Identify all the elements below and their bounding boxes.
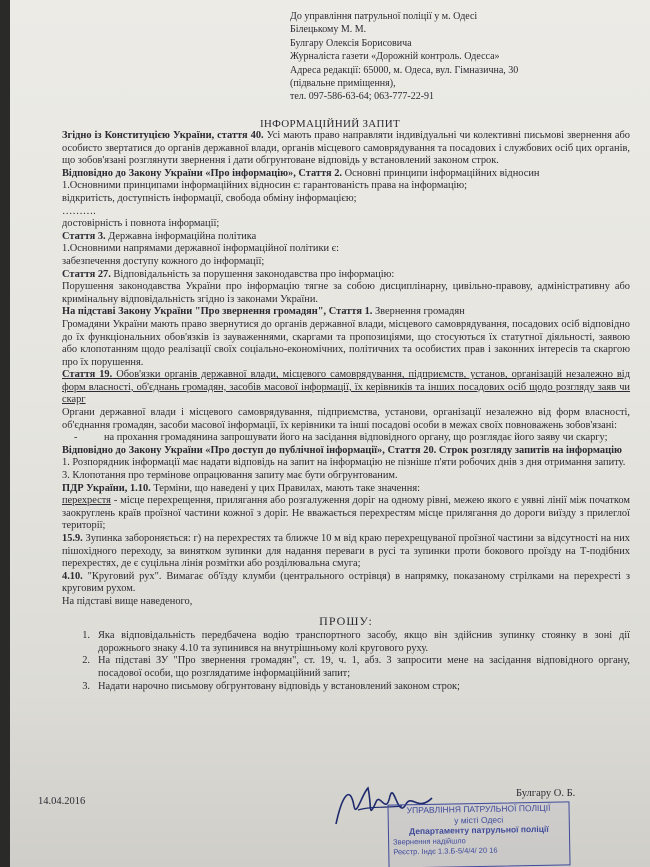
info-law-line: відкритість, доступність інформації, свобода обміну інформацією; [62,192,357,204]
constitution-text: Усі мають право направляти індивідуальні чи колективні письмові звернення або особисто звертатися до органів державної влади, органів місцевого самоврядування та посадових і службових осіб цих органів, що зобов'язані розглянути звернення і дати обгрунтоване відповідь у встановлений законом строк. [62,130,631,167]
pdr-heading [62,483,630,496]
addressee-line: До управління патрульної поліції у м. Одесі [290,11,478,22]
article-3-line: 1.Основними напрямами державної інформаційної політики є: [62,243,340,255]
article-19-ref: Стаття 19. [62,369,113,381]
article-19-body: Органи державної влади і місцевого самоврядування, підприємства, установи, організації незалежно від форм власності, об'єднання громадян, засоби масової інформації, їх керівники та інші посадові особи в межах своїх повноважень зобов'язані: [62,407,630,431]
article-27-heading [62,269,630,282]
article-3-ref: Стаття 3. [62,230,106,242]
constitution-ref: Згідно із Конституцією України, стаття 40. [62,130,264,141]
constitution-paragraph [62,130,630,168]
info-law-line: 1.Основними принципами інформаційних відносин є: гарантованість права на інформацію; [62,180,468,192]
dash-marker: - [74,432,78,444]
document-page [10,0,650,867]
pdr-ref: ПДР України, 1.10. [62,482,151,494]
dash-text: на прохання громадянина запрошувати його на засідання відповідного органу, що розглядає його заяву чи скаргу; [104,432,608,444]
pdr-15-9 [62,533,630,571]
stamp-line: Реєстр. Індє 1.3.Б-5/4/4/ 20 16 [393,845,498,857]
article-3-heading [62,231,630,244]
appeals-law-body: Громадяни України мають право звернутися до органів державної влади, місцевого самоврядування, посадових осіб відповідно до їх функціональних обов'язків із зауваженнями, скаргами та пропозиціями, що стосуються їх статутної діяльності, заявою або клопотанням щодо реалізації своїх соціально-економічних, політичних та особистих прав і законних інтересів та скаргою про їх порушення. [62,318,630,368]
public-info-law-p3: 3. Клопотання про термінове опрацювання запиту має бути обгрунтованим. [62,470,398,482]
public-info-law-heading: Відповідно до Закону України «Про доступ до публічної інформації», Стаття 20. Строк розгляду запитів на інформацію [62,444,622,456]
signer-name: Булгару О. Б. [516,788,576,799]
document-date: 14.04.2016 [38,796,86,807]
basis-line: На підставі вище наведеного, [62,595,193,607]
request-item-text: На підставі ЗУ "Про звернення громадян", ст. 19, ч. 1, абз. 3 запросити мене на засідання відповідного органу, посадової особи, що розглядатиме інформаційний запит; [98,655,630,679]
info-law-line: достовірність і повнота інформації; [62,218,220,230]
article-3-line: забезпечення доступу кожного до інформації; [62,255,265,267]
article-27-body: Порушення законодавства України про інформацію тягне за собою дисциплінарну, цивільно-правову, адміністративну або кримінальну відповідальність згідно із законами України. [62,281,630,305]
info-law-ref: Відповідно до Закону України «Про інформацію», Стаття 2. [62,167,343,179]
addressee-line: тел. 097-586-63-64; 063-777-22-91 [290,91,435,103]
pdr-15-9-ref: 15.9. [62,533,83,544]
article-3-text: Державна інформаційна політика [105,230,257,242]
stamp-line: УПРАВЛІННЯ ПАТРУЛЬНОЇ ПОЛІЦІЇ [406,802,551,816]
request-item-text: Надати нарочно письмову обгрунтовану відповідь у встановлений законом строк; [98,680,460,692]
stamp-line: Звернення надійшло [393,835,466,846]
pdr-term [62,495,630,533]
pdr-4-10 [62,571,630,596]
pdr-text: Терміни, що наведені у цих Правилах, мають таке значення: [150,482,421,494]
article-19-text: Обов'язки органів державної влади, місцевого самоврядування, підприємств, установ, організацій незалежно від форм власності, об'єднань громадян, засобів масової інформації, їх керівників та інших посадових осіб щодо розгляду заяв чи скарг [62,369,630,406]
request-item [62,630,630,655]
addressee-line: Булгару Олексія Борисовича [290,37,412,49]
addressee-block [290,10,640,104]
addressee-line: Журналіста газети «Дорожній контроль. Одесса» [290,51,500,63]
addressee-line: Адреса редакції: 65000, м. Одеса, вул. Гімназична, 30 [290,64,519,76]
document-title: ІНФОРМАЦІЙНИЙ ЗАПИТ [259,118,401,130]
request-heading: ПРОШУ: [319,613,373,628]
request-item-number: 3. [82,680,90,692]
article-27-text: Відповідальність за порушення законодавства про інформацію: [110,268,395,280]
info-law-heading [62,168,630,181]
pdr-15-9-text: Зупинка забороняється: г) на перехрестях та ближче 10 м від краю перехрещуваної проїзної частини за відсутності на них пішохідного переходу, за винятком зупинки для надання переваги в русі та зупинки проти бокового проїзду на Т-подібних перехрестях, де є суцільна лінія розмітки або розділювальна смуга; [62,533,630,570]
article-19-list-item [62,432,630,445]
info-law-text: Основні принципи інформаційних відносин [342,167,540,179]
pdr-term-word: перехрестя [62,495,111,507]
request-item-number: 2. [82,655,90,667]
stamp-line: у місті Одесі [454,814,504,825]
appeals-law-ref: На підставі Закону України "Про звернення громадян", Стаття 1. [62,306,373,318]
request-item-number: 1. [82,630,90,642]
document-body [62,130,630,693]
registration-stamp [387,801,570,867]
article-27-ref: Стаття 27. [62,268,111,280]
pdr-term-definition: - місце перехрещення, прилягання або розгалуження доріг на одному рівні, межею якого є уявні лінії між початком заокруглень країв проїзної частини кожної з доріг. Не вважається перехрестям місце прилягання до дороги виїзду з прилеглої території; [62,495,630,532]
public-info-law-p1: 1. Розпорядник інформації має надати відповідь на запит на інформацію не пізніше п'яти робочих днів з дня отримання запиту. [62,457,626,469]
article-19-heading [62,369,630,407]
addressee-line: Білецькому М. М. [290,24,367,36]
addressee-line: (підвальне приміщення), [290,78,396,90]
appeals-law-text: Звернення громадян [372,306,465,318]
info-law-line: ………. [62,205,96,217]
request-item-text: Яка відповідальність передбачена водію транспортного засобу, якщо він здійснив зупинку стоянку в зоні дії дорожнього знаку 4.10 та зупинився на внутрішньому колі кругового руху. [98,630,630,654]
request-item [62,655,630,680]
appeals-law-heading [62,306,630,319]
pdr-4-10-text: "Круговий рух". Вимагає об'їзду клумби (центрального острівця) в напрямку, показаному стрілками на перехресті з круговим рухом. [62,570,630,595]
request-item [62,681,630,694]
stamp-line: Департаменту патрульної поліції [409,823,549,837]
pdr-4-10-ref: 4.10. [62,570,83,582]
